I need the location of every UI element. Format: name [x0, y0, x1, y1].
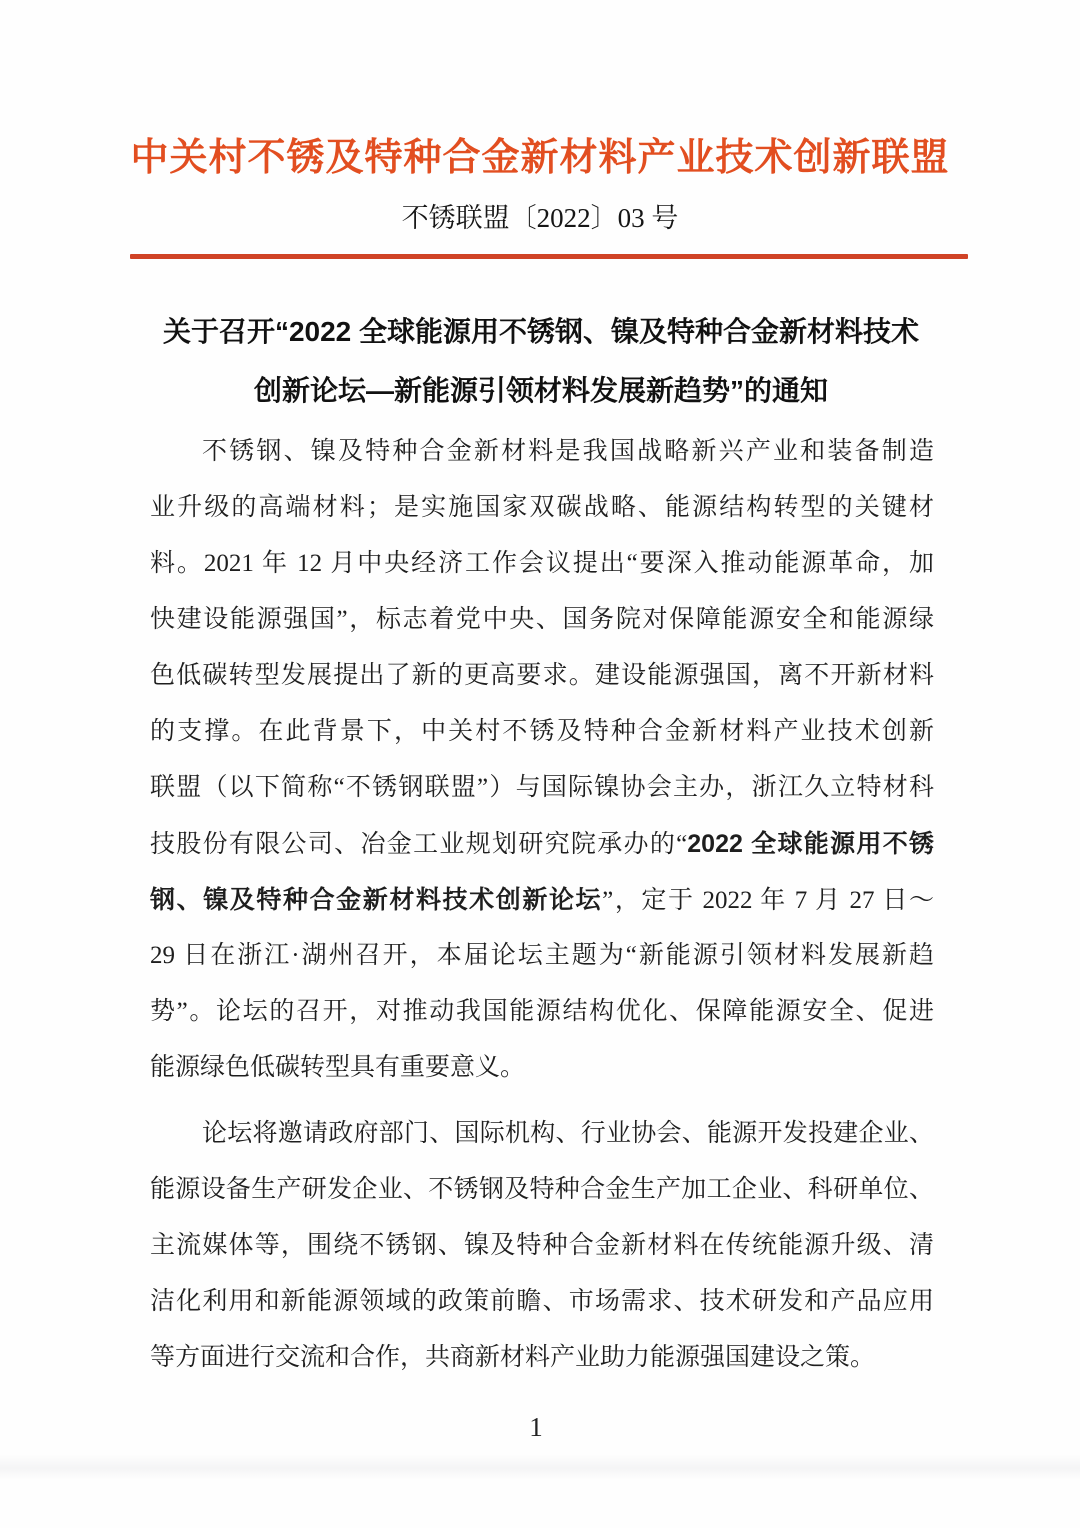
body-text: 等方面进行交流和合作，共商新材料产业助力能源强国建设之策。	[150, 1344, 876, 1371]
body-text-bold: 钢、镍及特种合金新材料技术创新论坛	[150, 886, 603, 914]
body-text: 势”。论坛的召开，对推动我国能源结构优化、保障能源安全、促进	[150, 998, 934, 1025]
body-text: 29 日在浙江·湖州召开，本届论坛主题为“新能源引领材料发展新趋	[150, 942, 934, 969]
body-line	[150, 592, 934, 648]
body-text: 不锈钢、镍及特种合金新材料是我国战略新兴产业和装备制造	[202, 438, 934, 465]
paragraph	[150, 424, 934, 1096]
body-text: 能源绿色低碳转型具有重要意义。	[150, 1054, 526, 1081]
body-text: 的支撑。在此背景下，中关村不锈及特种合金新材料产业技术创新	[150, 718, 934, 745]
body-text: 技股份有限公司、冶金工业规划研究院承办的“	[150, 831, 688, 858]
body-line	[150, 536, 934, 592]
body-line	[150, 872, 934, 928]
body-text: 论坛将邀请政府部门、国际机构、行业协会、能源开发投建企业、	[202, 1120, 934, 1147]
document-body	[150, 424, 934, 1386]
body-text: 色低碳转型发展提出了新的更高要求。建设能源强国，离不开新材料	[150, 662, 934, 689]
body-line	[150, 1162, 934, 1218]
body-text: 洁化利用和新能源领域的政策前瞻、市场需求、技术研发和产品应用	[150, 1288, 934, 1315]
body-line	[150, 760, 934, 816]
body-text: 快建设能源强国”，标志着党中央、国务院对保障能源安全和能源绿	[150, 606, 934, 633]
body-text: 料。2021 年 12 月中央经济工作会议提出“要深入推动能源革命，加	[150, 550, 934, 577]
body-text: 能源设备生产研发企业、不锈钢及特种合金生产加工企业、科研单位、	[150, 1176, 934, 1203]
body-line	[150, 704, 934, 760]
body-text: ”，定于 2022 年 7 月 27 日～	[602, 887, 934, 914]
notice-title-line-1: 关于召开“2022 全球能源用不锈钢、镍及特种合金新材料技术	[162, 316, 920, 347]
body-line	[150, 1040, 934, 1096]
body-line	[150, 424, 934, 480]
body-text: 主流媒体等，围绕不锈钢、镍及特种合金新材料在传统能源升级、清	[150, 1232, 934, 1259]
page-number: 1	[529, 1412, 543, 1442]
scan-shade-artifact	[0, 1454, 1080, 1480]
org-title: 中关村不锈及特种合金新材料产业技术创新联盟	[130, 137, 950, 179]
body-text-bold: 2022 全球能源用不锈	[687, 830, 934, 858]
body-line	[150, 1274, 934, 1330]
body-line	[150, 648, 934, 704]
notice-title-line-2: 创新论坛—新能源引领材料发展新趋势”的通知	[253, 375, 828, 406]
body-text: 联盟（以下简称“不锈钢联盟”）与国际镍协会主办，浙江久立特材科	[150, 774, 934, 801]
body-line	[150, 928, 934, 984]
red-divider	[130, 254, 968, 259]
body-line	[150, 480, 934, 536]
body-line	[150, 984, 934, 1040]
body-line	[150, 1106, 934, 1162]
body-text: 业升级的高端材料；是实施国家双碳战略、能源结构转型的关键材	[150, 494, 934, 521]
doc-number: 不锈联盟〔2022〕03 号	[401, 203, 679, 233]
body-line	[150, 1218, 934, 1274]
paragraph	[150, 1106, 934, 1386]
body-line	[150, 816, 934, 872]
body-line	[150, 1330, 934, 1386]
notice-title	[149, 302, 933, 420]
